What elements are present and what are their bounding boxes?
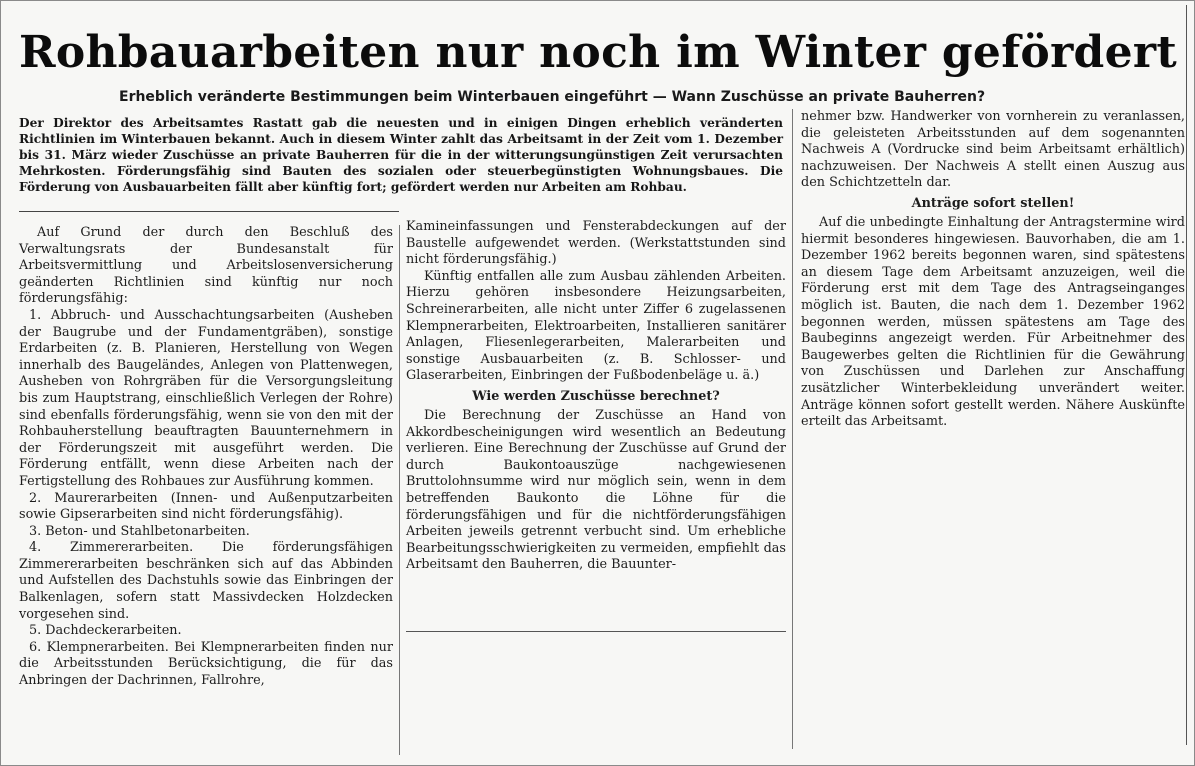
list-item-6: 6. Klempnerarbeiten. Bei Klempnerarbeiten finden nur die Arbeitsstunden Berücksichtigung, die für das Anbringen der Dachrinnen, Fallrohre, bbox=[19, 639, 393, 689]
section-heading-antraege: Anträge sofort stellen! bbox=[911, 195, 1075, 211]
list-item-1: 1. Abbruch- und Ausschachtungsarbeiten (Ausheben der Baugrube und der Fundamentgräben), sonstige Erdarbeiten (z. B. Planieren, Herstellung von Wegen innerhalb des Baugeländes, Anlegen von Plattenwegen, Ausheben von Rohrgräben für die Versorgungsleitung bis zum Hauptstrang, einschließlich Verlegen der Rohre) sind ebenfalls förderungsfähig, wenn sie von den mit der Rohbauherstellung beauftragten Bauunternehmern in der Förderungszeit mit ausgeführt werden. Die Förderung entfällt, wenn diese Arbeiten nach der Fertigstellung des Rohbaues zur Ausführung kommen. bbox=[19, 307, 393, 489]
column2-paragraph-3: Die Berechnung der Zuschüsse an Hand von Akkordbescheinigungen wird wesentlich an Bedeutung verlieren. Eine Berechnung der Zuschüsse auf Grund der durch Baukontoauszüge nachgewiesenen Bruttolohnsumme wird nur möglich sein, wenn in dem betreffenden Baukonto die Löhne für die förderungsfähigen und für die nichtförderungsfähigen Arbeiten jeweils getrennt verbucht sind. Um erhebliche Bearbeitungsschwierigkeiten zu vermeiden, empfiehlt das Arbeitsamt den Bauherren, die Bauunter- bbox=[406, 407, 786, 573]
column2-paragraph-2: Künftig entfallen alle zum Ausbau zählenden Arbeiten. Hierzu gehören insbesondere Heizungsarbeiten, Schreinerarbeiten, alle nicht unter Ziffer 6 zugelassenen Klempnerarbeiten, Elektroarbeiten, Installieren sanitärer Anlagen, Fliesenlegerarbeiten, Malerarbeiten und sonstige Ausbauarbeiten (z. B. Schlosser- und Glaserarbeiten, Einbringen der Fußbodenbeläge u. ä.) bbox=[406, 268, 786, 384]
list-item-2: 2. Maurerarbeiten (Innen- und Außenputzarbeiten sowie Gipserarbeiten sind nicht förderungsfähig). bbox=[19, 490, 393, 523]
list-item-3: 3. Beton- und Stahlbetonarbeiten. bbox=[29, 523, 250, 539]
column2-continuation: Kamineinfassungen und Fensterabdeckungen auf der Baustelle aufgewendet werden. (Werkstattstunden sind nicht förderungsfähig.) bbox=[406, 219, 786, 268]
column-divider-1 bbox=[399, 225, 400, 755]
list-item-4: 4. Zimmererarbeiten. Die förderungsfähigen Zimmererarbeiten beschränken sich auf das Abbinden und Aufstellen des Dachstuhls sowie das Einbringen der Balkenlagen, sofern statt Massivdecken Holzdecken vorgesehen sind. bbox=[19, 540, 393, 622]
column-3 bbox=[801, 109, 1185, 431]
subheadline: Erheblich veränderte Bestimmungen beim Winterbauen eingeführt — Wann Zuschüsse an private Bauherren? bbox=[119, 89, 986, 105]
lead-paragraph: Der Direktor des Arbeitsamtes Rastatt gab die neuesten und in einigen Dingen erheblich veränderten Richtlinien im Winterbauen bekannt. Auch in diesem Winter zahlt das Arbeitsamt in der Zeit vom 1. Dezember bis 31. März wieder Zuschüsse an private Bauherren für die in der witterungsungünstigen Zeit verursachten Mehrkosten. Förderungsfähig sind Bauten des sozialen oder steuerbegünstigten Wohnungsbaues. Die Förderung von Ausbauarbeiten fällt aber künftig fort; gefördert werden nur Arbeiten am Rohbau. bbox=[19, 116, 783, 194]
lead-divider bbox=[19, 211, 399, 212]
column2-end-rule bbox=[406, 631, 786, 632]
section-heading-zuschuesse: Wie werden Zuschüsse berechnet? bbox=[472, 388, 720, 404]
column-divider-2 bbox=[792, 109, 793, 749]
column1-intro: Auf Grund der durch den Beschluß des Verwaltungsrats der Bundesanstalt für Arbeitsvermittlung und Arbeitslosenversicherung geänderten Richtlinien sind künftig nur noch förderungsfähig: bbox=[19, 225, 393, 307]
column-1 bbox=[19, 225, 393, 690]
list-item-5: 5. Dachdeckerarbeiten. bbox=[29, 623, 182, 639]
clipping-edge-rule bbox=[1186, 5, 1187, 745]
column3-paragraph-2: Auf die unbedingte Einhaltung der Antragstermine wird hiermit besonderes hingewiesen. Bauvorhaben, die am 1. Dezember 1962 bereits begonnen waren, sind spätestens an diesem Tage dem Arbeitsamt anzuzeigen, weil die Förderung erst mit dem Tage des Antragseinganges möglich ist. Bauten, die nach dem 1. Dezember 1962 begonnen werden, müssen spätestens am Tage des Baubeginns angezeigt werden. Für Arbeitnehmer des Baugewerbes gelten die Richtlinien für die Gewährung von Zuschüssen und Darlehen zur Anschaffung zusätzlicher Winterbekleidung unverändert weiter. Anträge können sofort gestellt werden. Nähere Auskünfte erteilt das Arbeitsamt. bbox=[801, 214, 1185, 430]
column-2 bbox=[406, 219, 786, 574]
column3-continuation: nehmer bzw. Handwerker von vornherein zu veranlassen, die geleisteten Arbeitsstunden auf dem sogenannten Nachweis A (Vordrucke sind beim Arbeitsamt erhältlich) nachzuweisen. Der Nachweis A stellt einen Auszug aus den Schichtzetteln dar. bbox=[801, 109, 1185, 191]
headline: Rohbauarbeiten nur noch im Winter gefördert bbox=[19, 27, 1178, 78]
